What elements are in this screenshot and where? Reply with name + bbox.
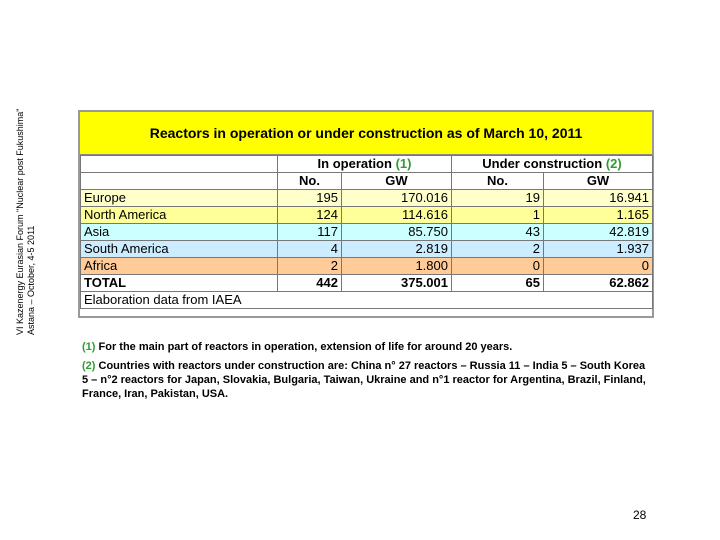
table-row-total xyxy=(81,275,653,292)
header-op-gw: GW xyxy=(342,173,452,190)
header-row-groups xyxy=(81,156,653,173)
op-gw-cell: 114.616 xyxy=(342,207,452,224)
header-in-operation: In operation (1) xyxy=(278,156,452,173)
region-cell: South America xyxy=(81,241,278,258)
uc-gw-cell: 1.937 xyxy=(544,241,653,258)
table-title: Reactors in operation or under construction as of March 10, 2011 xyxy=(80,112,652,155)
footnote-1 xyxy=(82,340,654,354)
table-row-source xyxy=(81,292,653,309)
uc-no-cell: 0 xyxy=(452,258,544,275)
op-no-cell: 117 xyxy=(278,224,342,241)
header-op-no: No. xyxy=(278,173,342,190)
reactors-table-frame xyxy=(78,110,654,318)
total-op-gw-cell: 375.001 xyxy=(342,275,452,292)
table-row-africa xyxy=(81,258,653,275)
side-note-line-2: Astana – October, 4-5 2011 xyxy=(26,225,36,335)
footnote-2 xyxy=(82,359,654,401)
op-gw-cell: 1.800 xyxy=(342,258,452,275)
region-cell: Africa xyxy=(81,258,278,275)
footnotes xyxy=(82,340,654,406)
source-cell: Elaboration data from IAEA xyxy=(81,292,653,309)
footnote-2-mark: (2) xyxy=(82,360,96,372)
side-footer-note xyxy=(0,0,36,540)
total-op-no-cell: 442 xyxy=(278,275,342,292)
op-gw-cell: 2.819 xyxy=(342,241,452,258)
header-under-construction: Under construction (2) xyxy=(452,156,653,173)
table-row-south-america xyxy=(81,241,653,258)
uc-no-cell: 2 xyxy=(452,241,544,258)
footnote-1-mark: (1) xyxy=(82,341,96,353)
footnote-1-text: For the main part of reactors in operation, extension of life for around 20 years. xyxy=(95,341,513,353)
total-uc-gw-cell: 62.862 xyxy=(544,275,653,292)
uc-gw-cell: 16.941 xyxy=(544,190,653,207)
uc-gw-cell: 42.819 xyxy=(544,224,653,241)
header-row-columns xyxy=(81,173,653,190)
header-empty-cell xyxy=(81,156,278,173)
uc-gw-cell: 0 xyxy=(544,258,653,275)
header-uc-gw: GW xyxy=(544,173,653,190)
side-note-line-1: VI Kazenergy Eurasian Forum "Nuclear post Fukushima" xyxy=(15,108,25,335)
op-no-cell: 195 xyxy=(278,190,342,207)
uc-no-cell: 19 xyxy=(452,190,544,207)
total-label-cell: TOTAL xyxy=(81,275,278,292)
table-row-europe xyxy=(81,190,653,207)
uc-no-cell: 1 xyxy=(452,207,544,224)
op-no-cell: 4 xyxy=(278,241,342,258)
header-empty-cell xyxy=(81,173,278,190)
region-cell: North America xyxy=(81,207,278,224)
op-no-cell: 2 xyxy=(278,258,342,275)
footnote-2-text: Countries with reactors under construction are: China n° 27 reactors – Russia 11 – India 5 – South Korea 5 – n°2 reactors for Japan, Slovakia, Bulgaria, Taiwan, Ukraine and n°1 reactor for Argentina, Brazil, Finland, France, Iran, Pakistan, USA. xyxy=(82,360,646,400)
op-gw-cell: 170.016 xyxy=(342,190,452,207)
total-uc-no-cell: 65 xyxy=(452,275,544,292)
reactors-table xyxy=(80,155,653,309)
region-cell: Asia xyxy=(81,224,278,241)
region-cell: Europe xyxy=(81,190,278,207)
page-number: 28 xyxy=(633,508,647,522)
op-gw-cell: 85.750 xyxy=(342,224,452,241)
table-row-asia xyxy=(81,224,653,241)
uc-gw-cell: 1.165 xyxy=(544,207,653,224)
table-row-north-america xyxy=(81,207,653,224)
header-uc-no: No. xyxy=(452,173,544,190)
uc-no-cell: 43 xyxy=(452,224,544,241)
op-no-cell: 124 xyxy=(278,207,342,224)
